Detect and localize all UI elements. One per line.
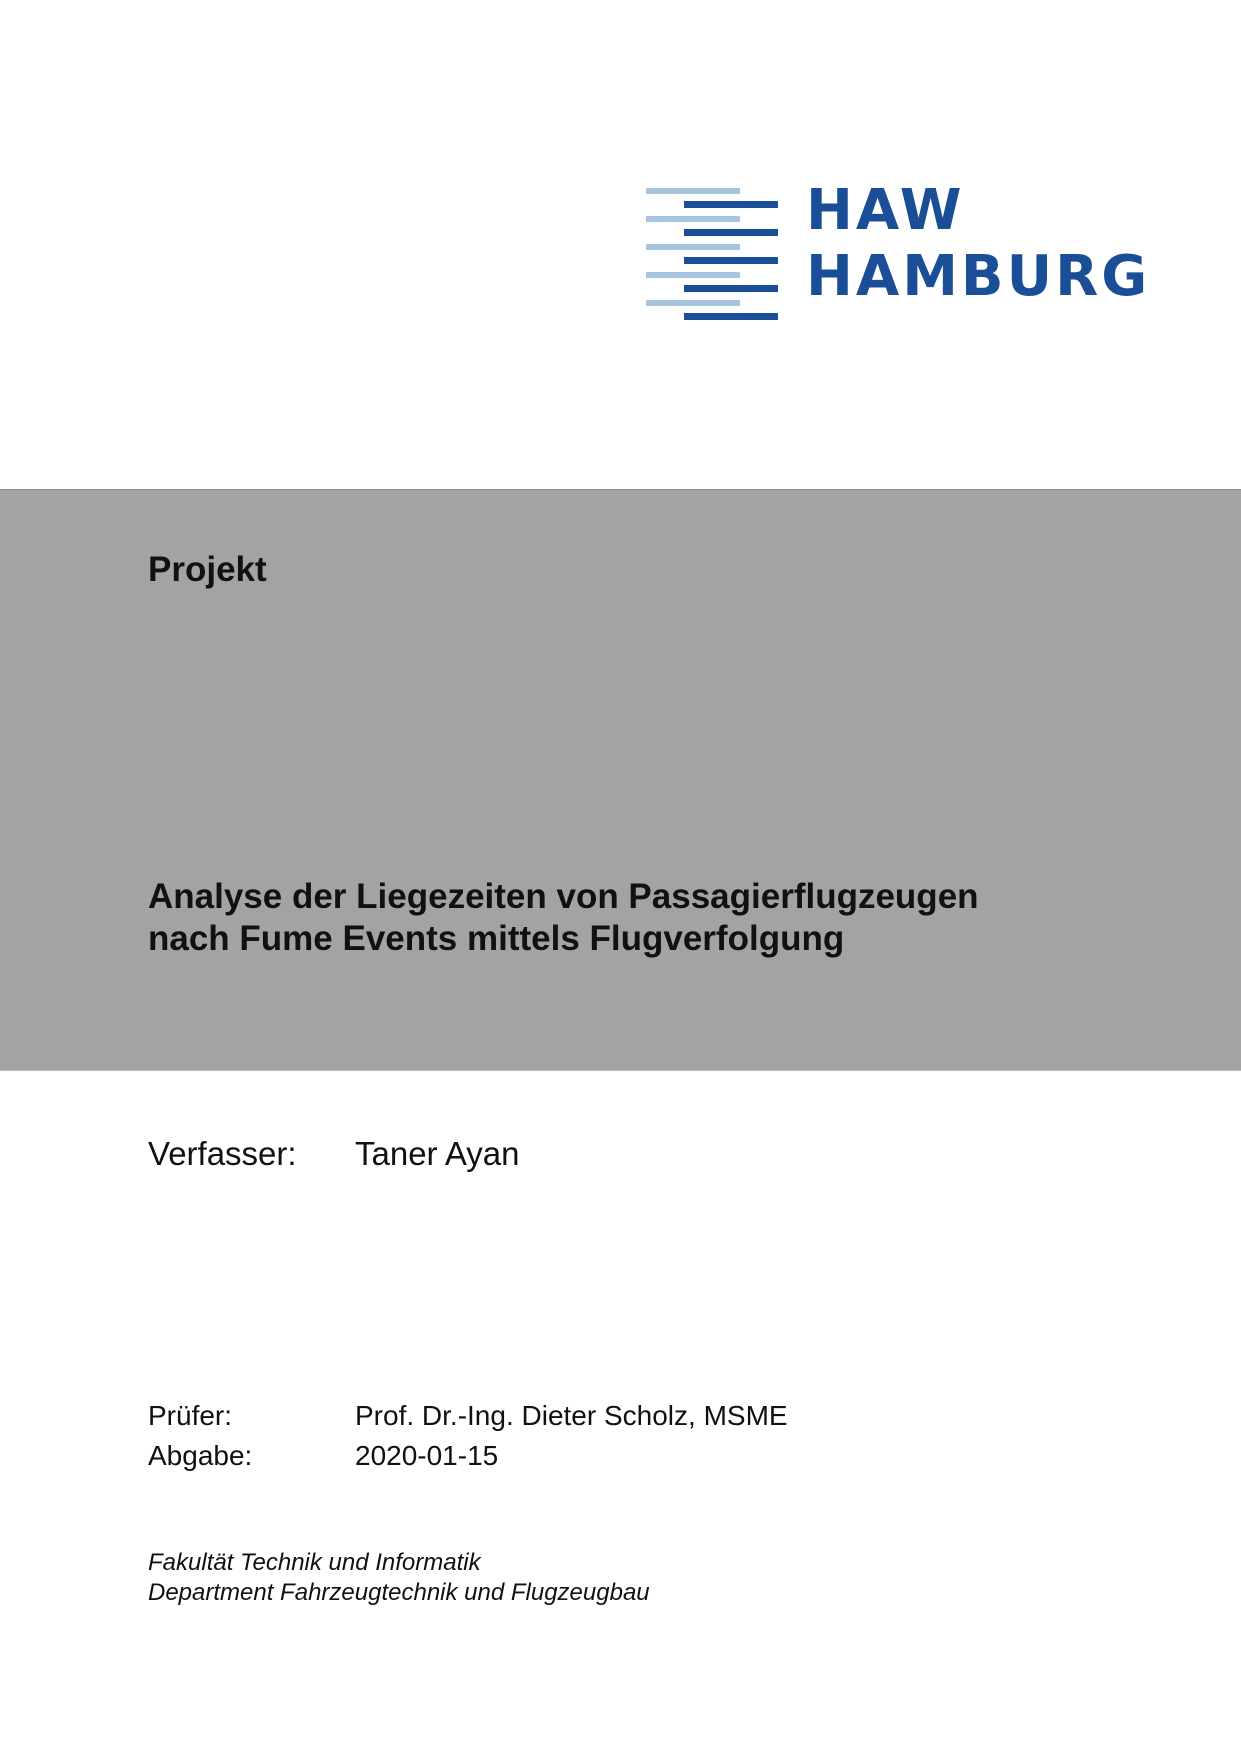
examiner-name: Prof. Dr.-Ing. Dieter Scholz, MSME bbox=[355, 1400, 788, 1431]
submission-label: Abgabe: bbox=[148, 1440, 253, 1471]
logo-text-line1: HAW bbox=[806, 178, 965, 243]
logo-wordmark bbox=[806, 178, 1150, 310]
author-name: Taner Ayan bbox=[355, 1135, 520, 1172]
document-title bbox=[148, 876, 979, 960]
examiner-label: Prüfer: bbox=[148, 1400, 233, 1431]
submission-date: 2020-01-15 bbox=[355, 1440, 499, 1471]
title-line-1: Analyse der Liegezeiten von Passagierflugzeugen bbox=[148, 877, 979, 916]
faculty-name: Fakultät Technik und Informatik bbox=[148, 1549, 481, 1576]
faculty-info bbox=[148, 1548, 650, 1608]
logo-stripes-icon bbox=[646, 188, 778, 320]
author-label: Verfasser: bbox=[148, 1135, 297, 1172]
document-type: Projekt bbox=[148, 550, 267, 589]
department-name: Department Fahrzeugtechnik und Flugzeugbau bbox=[148, 1579, 650, 1606]
logo-text-line2: HAMBURG bbox=[806, 244, 1151, 309]
title-line-2: nach Fume Events mittels Flugverfolgung bbox=[148, 919, 845, 958]
haw-hamburg-logo bbox=[608, 150, 1180, 358]
